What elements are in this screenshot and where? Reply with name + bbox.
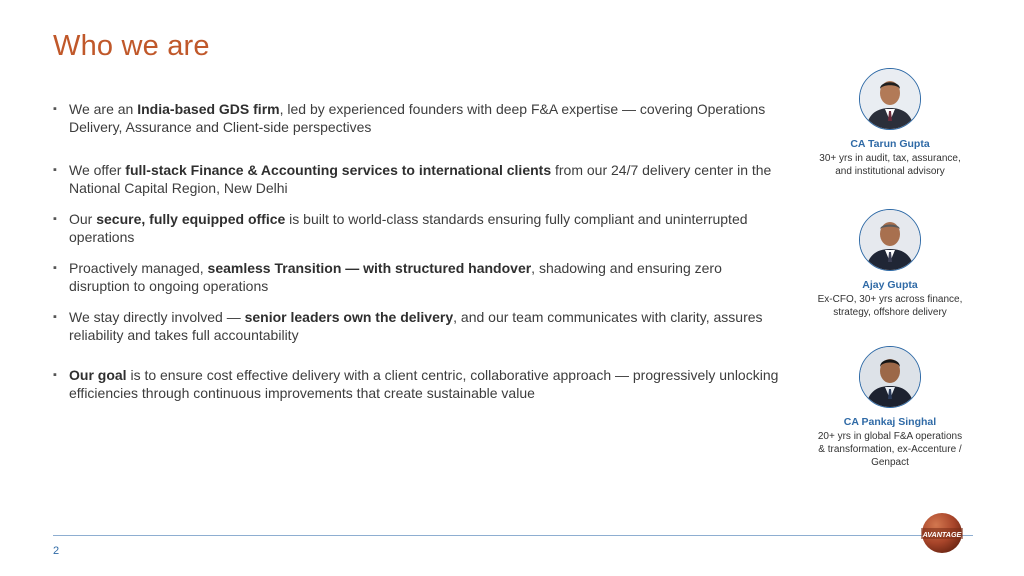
bullet-text-segment: from our 24/7 delivery center in the National Capital Region, New Delhi bbox=[69, 162, 772, 196]
bullet-text-segment: , led by experienced founders with deep F&A expertise — covering Operations Delivery, Assurance and Client-side perspectives bbox=[69, 101, 766, 135]
bullet-emphasis: secure, fully equipped office bbox=[96, 211, 286, 227]
avatar bbox=[859, 346, 921, 408]
bullet-marker: ▪ bbox=[53, 262, 57, 274]
leader-description-line: & transformation, ex-Accenture / bbox=[818, 444, 962, 455]
avatar bbox=[859, 68, 921, 130]
bullet-emphasis: Our goal bbox=[69, 367, 127, 383]
page-title: Who we are bbox=[53, 30, 210, 62]
leader-name: Ajay Gupta bbox=[862, 279, 918, 291]
bullet-text bbox=[69, 161, 779, 197]
bullet-marker: ▪ bbox=[53, 213, 57, 225]
logo-icon bbox=[921, 512, 963, 554]
company-logo bbox=[921, 512, 963, 554]
bullet-marker: ▪ bbox=[53, 103, 57, 115]
bullet-marker: ▪ bbox=[53, 311, 57, 323]
bullet-text-segment: We offer bbox=[69, 162, 126, 178]
leader-description-line: 20+ yrs in global F&A operations bbox=[817, 431, 963, 442]
leader-description bbox=[805, 293, 975, 319]
leader-description-line: Genpact bbox=[871, 457, 909, 468]
footer-divider bbox=[53, 535, 973, 536]
bullet-emphasis: full-stack Finance & Accounting services to international clients bbox=[125, 162, 552, 178]
bullet-text bbox=[69, 259, 779, 295]
leader-card bbox=[805, 345, 975, 470]
bullet-text-segment: is built to world-class standards ensuring fully compliant and uninterrupted operations bbox=[69, 211, 748, 245]
leader-description bbox=[805, 430, 975, 469]
bullet-emphasis: seamless Transition — with structured handover bbox=[207, 260, 532, 276]
bullet-text bbox=[69, 308, 779, 344]
bullet-text bbox=[69, 210, 779, 246]
bullet-text bbox=[69, 100, 779, 136]
bullet-text-segment: Our bbox=[69, 211, 97, 227]
leader-description-line: Ex-CFO, 30+ yrs across finance, bbox=[817, 294, 963, 305]
leader-card bbox=[805, 67, 975, 182]
leader-description-line: and institutional advisory bbox=[835, 166, 945, 177]
bullet-text-segment: We are an bbox=[69, 101, 138, 117]
bullet-text-segment: We stay directly involved — bbox=[69, 309, 245, 325]
portrait-icon bbox=[860, 347, 920, 407]
bullet-emphasis: India-based GDS firm bbox=[137, 101, 280, 117]
bullet-text-segment: , shadowing and ensuring zero disruption to ongoing operations bbox=[69, 260, 722, 294]
leader-card bbox=[805, 208, 975, 323]
bullet-text-segment: , and our team communicates with clarity, assures reliability and takes full accountability bbox=[69, 309, 763, 343]
bullet-text-segment: is to ensure cost effective delivery with a client centric, collaborative approach — progressively unlocking efficiencies through continuous improvements that create sustainable value bbox=[69, 367, 779, 401]
leader-name: CA Tarun Gupta bbox=[850, 138, 930, 150]
page-number: 2 bbox=[53, 545, 60, 557]
leader-description-line: 30+ yrs in audit, tax, assurance, bbox=[819, 153, 961, 164]
leader-description-line: strategy, offshore delivery bbox=[833, 307, 947, 318]
portrait-icon bbox=[860, 69, 920, 129]
bullet-marker: ▪ bbox=[53, 164, 57, 176]
portrait-icon bbox=[860, 210, 920, 270]
leader-name: CA Pankaj Singhal bbox=[843, 416, 937, 428]
bullet-marker: ▪ bbox=[53, 369, 57, 381]
bullet-text-segment: Proactively managed, bbox=[69, 260, 208, 276]
logo-text: AVANTAGE bbox=[922, 530, 962, 539]
leader-description bbox=[805, 152, 975, 178]
bullet-emphasis: senior leaders own the delivery bbox=[244, 309, 454, 325]
bullet-text bbox=[69, 366, 779, 402]
avatar bbox=[859, 209, 921, 271]
